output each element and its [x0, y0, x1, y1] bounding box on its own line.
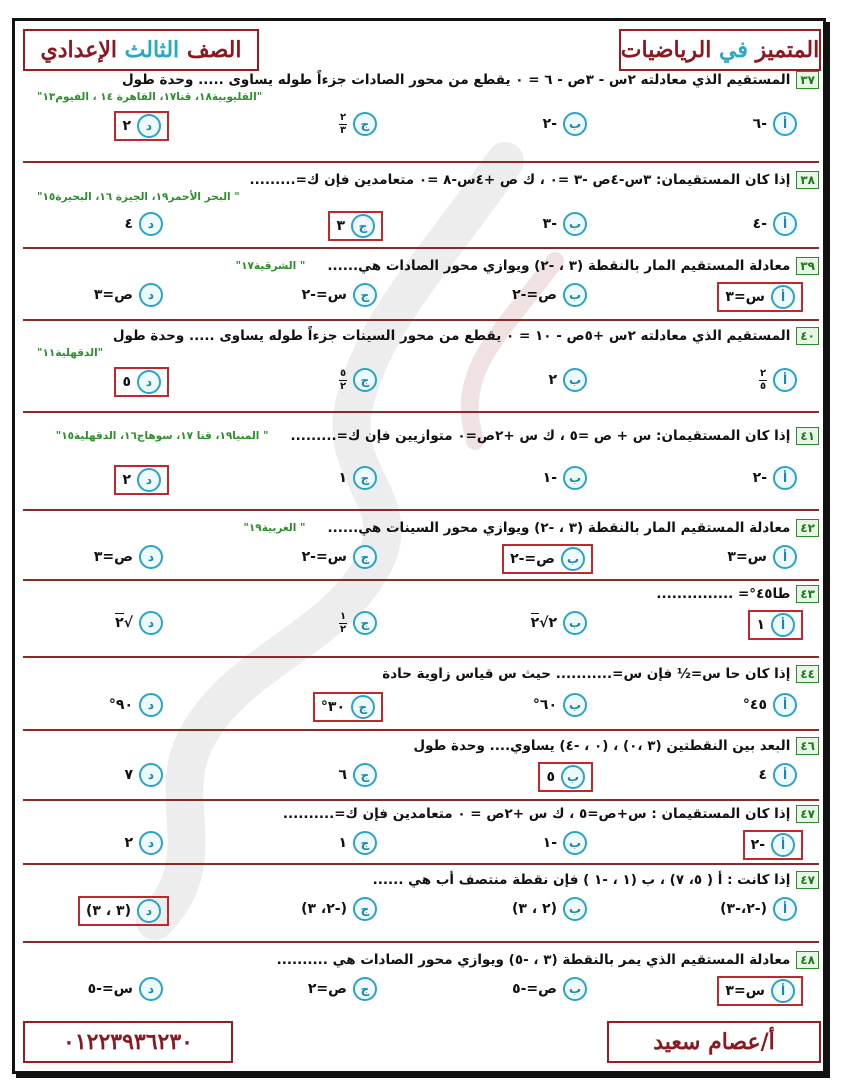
- option-value: [115, 615, 133, 631]
- answer-option[interactable]: [296, 282, 383, 308]
- question-number: ٤٨: [796, 951, 819, 969]
- option-letter-icon: د: [139, 283, 163, 307]
- answer-option-correct[interactable]: [748, 610, 803, 640]
- question-text: البعد بين النقطتين (٣ ،٠) ، (٠ ، -٤) يساوي.... وحدة طول: [413, 738, 791, 754]
- option-value: (٣ ، ٣): [86, 903, 131, 919]
- question-item: [23, 427, 819, 488]
- option-letter-icon: ب: [561, 765, 585, 789]
- option-letter-icon: د: [139, 212, 163, 236]
- option-value: ٢: [122, 472, 131, 488]
- answer-option[interactable]: [525, 610, 593, 636]
- fraction-numerator: ٢: [759, 367, 767, 379]
- question-number: ٤٧: [796, 871, 819, 889]
- option-value: س=-٥: [87, 981, 133, 997]
- question-text: إذا كان حا س=½ فإن س=........... حيث س قياس زاوية حادة: [382, 666, 791, 682]
- option-value: [339, 369, 347, 392]
- option-letter-icon: أ: [773, 112, 797, 136]
- option-letter-icon: أ: [771, 833, 795, 857]
- option-letter-icon: د: [139, 611, 163, 635]
- question-text: المستقيم الذي معادلته ٢س - ٣ص - ٦ = ٠ يقطع من محور الصادات جزءاً طوله يساوى ..... وحدة طول: [121, 72, 791, 88]
- option-value: -١: [542, 470, 557, 486]
- question-divider: [23, 729, 819, 731]
- question-item: [23, 871, 819, 919]
- answer-option[interactable]: [506, 282, 593, 308]
- option-letter-icon: ج: [353, 283, 377, 307]
- exam-source: " المنيا١٩، قنا ١٧، سوهاج١٦، الدقهلية١٥": [55, 430, 269, 442]
- options-row: [23, 111, 819, 141]
- question-item: [23, 737, 819, 785]
- option-letter-icon: ب: [563, 212, 587, 236]
- question-line: [23, 665, 819, 683]
- option-letter-icon: ج: [353, 112, 377, 136]
- answer-option[interactable]: [537, 465, 593, 491]
- answer-option[interactable]: [296, 544, 383, 570]
- options-row: [23, 830, 819, 860]
- grade-level: الثالث: [124, 37, 180, 63]
- radicand: ٢: [530, 615, 540, 631]
- exam-source: " الشرقية١٧": [235, 260, 306, 272]
- answer-option[interactable]: [506, 896, 593, 922]
- question-line: [23, 427, 819, 445]
- option-value: ص=٢: [307, 981, 347, 997]
- option-value: ٣٠°: [320, 699, 345, 715]
- question-divider: [23, 411, 819, 413]
- question-item: [23, 257, 819, 305]
- answer-option[interactable]: [537, 830, 593, 856]
- option-value: -٤: [752, 216, 767, 232]
- answer-option[interactable]: [332, 465, 383, 491]
- brand-subject: الرياضيات: [620, 37, 712, 63]
- fraction-denominator: ٥: [759, 380, 767, 392]
- coefficient: ٢: [548, 615, 557, 631]
- answer-option[interactable]: [753, 367, 803, 393]
- question-divider: [23, 509, 819, 511]
- answer-option[interactable]: [302, 976, 383, 1002]
- option-value: -٦: [752, 116, 767, 132]
- option-value: ٥: [546, 769, 555, 785]
- question-divider: [23, 863, 819, 865]
- option-value: ٥: [122, 374, 131, 390]
- answer-option[interactable]: [103, 692, 169, 718]
- question-line: [23, 871, 819, 889]
- option-value: ٤: [758, 767, 767, 783]
- answer-option-correct[interactable]: [114, 111, 169, 141]
- question-divider: [23, 941, 819, 943]
- question-line: [23, 737, 819, 755]
- option-letter-icon: أ: [773, 212, 797, 236]
- question-item: [23, 171, 819, 234]
- option-letter-icon: د: [139, 977, 163, 1001]
- brand-in: في: [718, 37, 748, 63]
- option-letter-icon: أ: [771, 285, 795, 309]
- answer-option[interactable]: [333, 111, 383, 137]
- option-value: -١: [542, 835, 557, 851]
- brand-word: المتميز: [755, 37, 820, 63]
- answer-option-correct[interactable]: [114, 367, 169, 397]
- answer-option[interactable]: [542, 367, 593, 393]
- answer-option-correct[interactable]: [538, 762, 593, 792]
- question-item: [23, 327, 819, 392]
- option-value: ٢: [122, 118, 131, 134]
- answer-option[interactable]: [333, 610, 383, 636]
- answer-option[interactable]: [82, 976, 169, 1002]
- question-text: معادلة المستقيم المار بالنقطة (٣ ، -٢) ويوازي محور السينات هي......: [327, 520, 791, 536]
- option-value: ٦٠°: [532, 697, 557, 713]
- option-letter-icon: أ: [773, 693, 797, 717]
- options-row: [23, 367, 819, 397]
- question-line: [23, 585, 819, 603]
- option-value: ص=-٢: [512, 287, 557, 303]
- question-item: [23, 71, 819, 136]
- question-item: [23, 805, 819, 853]
- answer-option[interactable]: [332, 762, 383, 788]
- answer-option-correct[interactable]: [717, 976, 803, 1006]
- option-value: ١: [756, 617, 765, 633]
- option-value: ١: [338, 470, 347, 486]
- brand-title: [619, 29, 821, 71]
- sqrt-icon: √: [123, 615, 133, 631]
- option-value: ص=٣: [93, 549, 133, 565]
- question-divider: [23, 656, 819, 658]
- answer-option[interactable]: [118, 211, 169, 237]
- option-value: ٢: [548, 372, 557, 388]
- question-number: ٤٦: [796, 737, 819, 755]
- option-letter-icon: د: [137, 370, 161, 394]
- option-letter-icon: أ: [773, 897, 797, 921]
- question-text: معادلة المستقيم الذي يمر بالنقطة (٣ ، -٥) ويوازي محور الصادات هي ..........: [276, 952, 791, 968]
- answer-option[interactable]: [332, 830, 383, 856]
- option-value: ١: [338, 835, 347, 851]
- answer-option[interactable]: [506, 976, 593, 1002]
- option-letter-icon: ب: [563, 466, 587, 490]
- answer-option[interactable]: [537, 111, 593, 137]
- option-value: -٢: [542, 116, 557, 132]
- option-value: -٣: [542, 216, 557, 232]
- question-item: [23, 951, 819, 999]
- question-text: إذا كان المستقيمان : س+ص=٥ ، ك س +٢ص = ٠ متعامدين فإن ك=..........: [282, 806, 791, 822]
- answer-option-correct[interactable]: [114, 465, 169, 495]
- option-value: ٤٥°: [742, 697, 767, 713]
- option-value: ٢: [124, 835, 133, 851]
- fraction-denominator: ٢: [339, 380, 347, 392]
- worksheet-page: [12, 18, 826, 1074]
- question-number: ٣٧: [796, 71, 819, 89]
- question-text: إذا كان المستقيمان: س + ص =٥ ، ك س +٢ص=٠ متوازيين فإن ك=.........: [290, 428, 791, 444]
- option-letter-icon: ج: [353, 611, 377, 635]
- answer-option-correct[interactable]: [717, 282, 803, 312]
- option-letter-icon: ج: [353, 831, 377, 855]
- answer-option[interactable]: [752, 762, 803, 788]
- question-line: [23, 71, 819, 89]
- option-letter-icon: ب: [563, 112, 587, 136]
- answer-option[interactable]: [747, 465, 803, 491]
- option-letter-icon: ج: [351, 214, 375, 238]
- grade-word: الصف: [186, 37, 242, 63]
- option-value: س=٣: [725, 289, 765, 305]
- question-text: إذا كانت : أ ( ٥، ٧) ، ب (١ ، -١ ) فإن نقطة منتصف أب هي ......: [372, 872, 791, 888]
- option-letter-icon: د: [137, 899, 161, 923]
- question-number: ٤١: [796, 427, 819, 445]
- answer-option[interactable]: [88, 544, 169, 570]
- sqrt-icon: √: [539, 615, 549, 631]
- question-number: ٤٧: [796, 805, 819, 823]
- option-value: (٢ ، ٣): [512, 901, 557, 917]
- option-letter-icon: ج: [353, 545, 377, 569]
- question-text: معادلة المستقيم المار بالنقطة (٣ ، -٢) ويوازي محور الصادات هي......: [327, 258, 791, 274]
- option-value: ٦: [338, 767, 347, 783]
- option-letter-icon: د: [137, 468, 161, 492]
- question-number: ٤٣: [796, 585, 819, 603]
- option-value: س=٣: [725, 983, 765, 999]
- option-letter-icon: ج: [353, 763, 377, 787]
- question-text: إذا كان المستقيمان: ٣س-٤ص -٣ =٠ ، ك ص +٤س-٨ =٠ متعامدين فإن ك=.........: [249, 172, 791, 188]
- option-value: ٩٠°: [108, 697, 133, 713]
- options-row: [23, 282, 819, 312]
- option-value: ٤: [124, 216, 133, 232]
- question-number: ٣٩: [796, 257, 819, 275]
- option-value: ٧: [124, 767, 133, 783]
- option-letter-icon: أ: [773, 368, 797, 392]
- options-row: [23, 896, 819, 926]
- question-line: [23, 327, 819, 345]
- answer-option[interactable]: [737, 692, 803, 718]
- option-value: ص=-٢: [510, 551, 555, 567]
- question-divider: [23, 579, 819, 581]
- grade-stage: الإعدادي: [40, 37, 117, 63]
- question-number: ٤٠: [796, 327, 819, 345]
- option-letter-icon: أ: [771, 979, 795, 1003]
- option-letter-icon: ج: [353, 368, 377, 392]
- question-number: ٤٤: [796, 665, 819, 683]
- exam-source: "الدقهلية١١": [37, 347, 104, 359]
- question-divider: [23, 161, 819, 163]
- option-letter-icon: د: [139, 545, 163, 569]
- option-letter-icon: ج: [351, 695, 375, 719]
- question-number: ٣٨: [796, 171, 819, 189]
- question-line: [23, 519, 819, 537]
- question-divider: [23, 799, 819, 801]
- option-letter-icon: ج: [353, 977, 377, 1001]
- option-letter-icon: ب: [563, 693, 587, 717]
- exam-source: " البحر الأحمر١٩، الجيزة ١٦، البحيرة١٥": [37, 191, 240, 203]
- answer-option[interactable]: [747, 211, 803, 237]
- option-value: ص=٣: [93, 287, 133, 303]
- exam-source: " الغربية١٩": [243, 522, 306, 534]
- answer-option[interactable]: [88, 282, 169, 308]
- answer-option[interactable]: [721, 544, 803, 570]
- answer-option-correct[interactable]: [502, 544, 593, 574]
- option-letter-icon: أ: [773, 466, 797, 490]
- fraction-numerator: ٥: [339, 367, 347, 379]
- option-value: [759, 369, 767, 392]
- fraction-denominator: ٣: [339, 124, 347, 136]
- options-row: [23, 465, 819, 495]
- option-letter-icon: ب: [563, 831, 587, 855]
- fraction-denominator: ٢: [339, 623, 347, 635]
- option-letter-icon: ج: [353, 897, 377, 921]
- answer-option[interactable]: [109, 610, 169, 636]
- question-line: [23, 805, 819, 823]
- option-letter-icon: ج: [353, 466, 377, 490]
- option-letter-icon: ب: [563, 283, 587, 307]
- answer-option[interactable]: [118, 830, 169, 856]
- option-value: س=٣: [727, 549, 767, 565]
- answer-option-correct[interactable]: [313, 692, 383, 722]
- options-row: [23, 544, 819, 574]
- radicand: ٢: [115, 615, 124, 631]
- option-value: -٢: [750, 837, 765, 853]
- option-letter-icon: د: [139, 763, 163, 787]
- option-value: س=-٢: [301, 549, 347, 565]
- options-row: [23, 762, 819, 792]
- option-value: -٢: [752, 470, 767, 486]
- question-item: [23, 585, 819, 635]
- option-letter-icon: ب: [563, 611, 587, 635]
- exam-source: "القليوبية١٨، قنا١٧، القاهرة ١٤ ، الفيوم١٣": [37, 91, 263, 103]
- phone-number: ٠١٢٢٣٩٣٦٢٣٠: [23, 1021, 233, 1063]
- fraction-numerator: ١: [339, 610, 347, 622]
- options-row: [23, 211, 819, 241]
- option-letter-icon: ب: [563, 897, 587, 921]
- answer-option-correct[interactable]: [743, 830, 803, 860]
- question-line: [23, 171, 819, 189]
- teacher-name: أ/عصام سعيد: [607, 1021, 821, 1063]
- options-row: [23, 692, 819, 722]
- question-divider: [23, 247, 819, 249]
- option-letter-icon: أ: [773, 763, 797, 787]
- fraction-numerator: ٢: [339, 111, 347, 123]
- question-number: ٤٢: [796, 519, 819, 537]
- question-divider: [23, 319, 819, 321]
- option-letter-icon: أ: [771, 613, 795, 637]
- option-value: (-٢،-٣): [720, 901, 767, 917]
- option-value: [339, 612, 347, 635]
- option-letter-icon: د: [139, 693, 163, 717]
- answer-option[interactable]: [747, 111, 803, 137]
- option-letter-icon: ب: [563, 368, 587, 392]
- question-text: طا٤٥°= ...............: [656, 586, 791, 602]
- answer-option[interactable]: [537, 211, 593, 237]
- option-letter-icon: د: [139, 831, 163, 855]
- options-row: [23, 976, 819, 1006]
- answer-option-correct[interactable]: [78, 896, 169, 926]
- option-value: س=-٢: [301, 287, 347, 303]
- option-value: (-٢، ٣): [301, 901, 347, 917]
- answer-option-correct[interactable]: [328, 211, 383, 241]
- answer-option[interactable]: [295, 896, 383, 922]
- question-text: المستقيم الذي معادلته ٢س +٥ص - ١٠ = ٠ يقطع من محور السينات جزءاً طوله يساوى ..... وحدة طول: [112, 328, 791, 344]
- option-value: [339, 113, 347, 136]
- answer-option[interactable]: [714, 896, 803, 922]
- option-value: ص=-٥: [512, 981, 557, 997]
- question-line: [23, 951, 819, 969]
- grade-title: [23, 29, 259, 71]
- option-letter-icon: ب: [561, 547, 585, 571]
- option-letter-icon: د: [137, 114, 161, 138]
- option-value: ٣: [336, 218, 345, 234]
- answer-option[interactable]: [333, 367, 383, 393]
- options-row: [23, 610, 819, 640]
- option-letter-icon: أ: [773, 545, 797, 569]
- option-value: [531, 615, 557, 631]
- question-item: [23, 519, 819, 567]
- answer-option[interactable]: [118, 762, 169, 788]
- question-item: [23, 665, 819, 715]
- option-letter-icon: ب: [563, 977, 587, 1001]
- question-line: [23, 257, 819, 275]
- answer-option[interactable]: [527, 692, 593, 718]
